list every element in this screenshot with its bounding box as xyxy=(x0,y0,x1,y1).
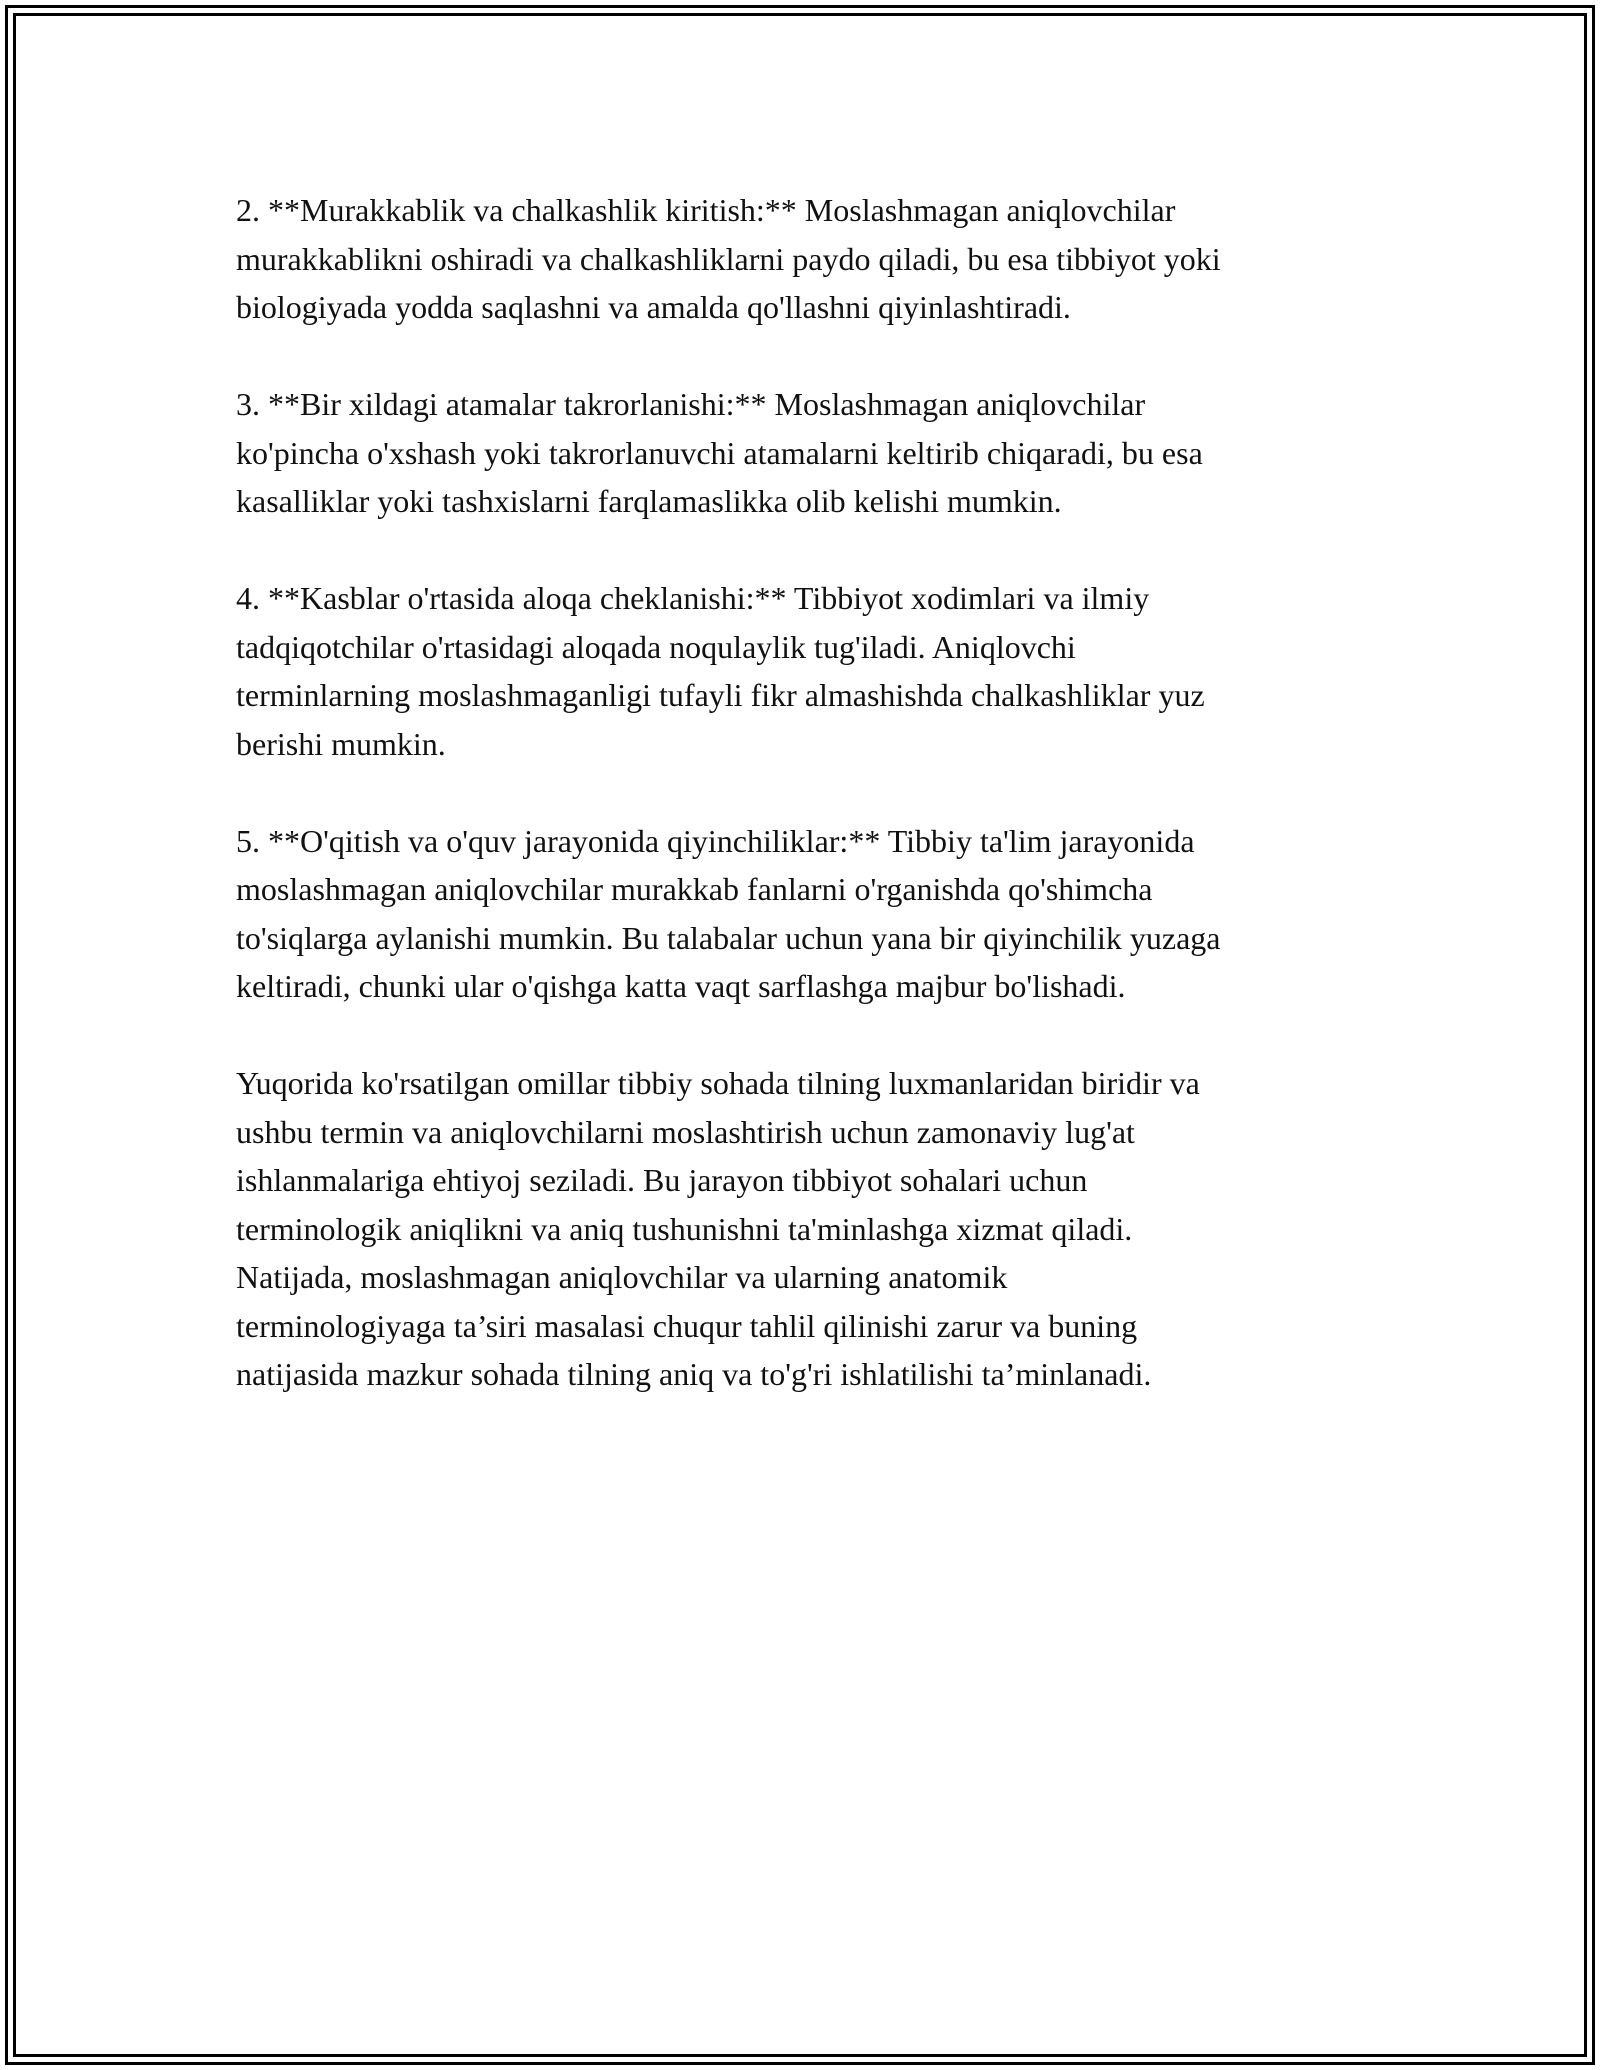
paragraph-item-3: 3. **Bir xildagi atamalar takrorlanishi:** Moslashmagan aniqlovchilar ko'pincha o'xshash yoki takrorlanuvchi atamalarni keltirib chiqaradi, bu esa kasalliklar yoki tashxislarni farqlamaslikka olib kelishi mumkin. xyxy=(236,386,1203,519)
paragraph-item-2: 2. **Murakkablik va chalkashlik kiritish:** Moslashmagan aniqlovchilar murakkablikni oshiradi va chalkashliklarni paydo qiladi, bu esa tibbiyot yoki biologiyada yodda saqlashni va amalda qo'llashni qiyinlashtiradi. xyxy=(236,192,1221,325)
document-body xyxy=(236,186,1396,1447)
paragraph-conclusion: Yuqorida ko'rsatilgan omillar tibbiy sohada tilning luxmanlaridan biridir va ushbu termin va aniqlovchilarni moslashtirish uchun zamonaviy lug'at ishlanmalariga ehtiyoj seziladi. Bu jarayon tibbiyot sohalari uchun terminologik aniqlikni va aniq tushunishni ta'minlashga xizmat qiladi. Natijada, moslashmagan aniqlovchilar va ularning anatomik terminologiyaga ta’siri masalasi chuqur tahlil qilinishi zarur va buning natijasida mazkur sohada tilning aniq va to'g'ri ishlatilishi ta’minlanadi. xyxy=(236,1065,1200,1392)
paragraph-item-4: 4. **Kasblar o'rtasida aloqa cheklanishi:** Tibbiyot xodimlari va ilmiy tadqiqotchilar o'rtasidagi aloqada noqulaylik tug'iladi. Aniqlovchi terminlarning moslashmaganligi tufayli fikr almashishda chalkashliklar yuz berishi mumkin. xyxy=(236,580,1205,762)
paragraph-item-5: 5. **O'qitish va o'quv jarayonida qiyinchiliklar:** Tibbiy ta'lim jarayonida moslashmagan aniqlovchilar murakkab fanlarni o'rganishda qo'shimcha to'siqlarga aylanishi mumkin. Bu talabalar uchun yana bir qiyinchilik yuzaga keltiradi, chunki ular o'qishga katta vaqt sarflashga majbur bo'lishadi. xyxy=(236,822,1221,1004)
